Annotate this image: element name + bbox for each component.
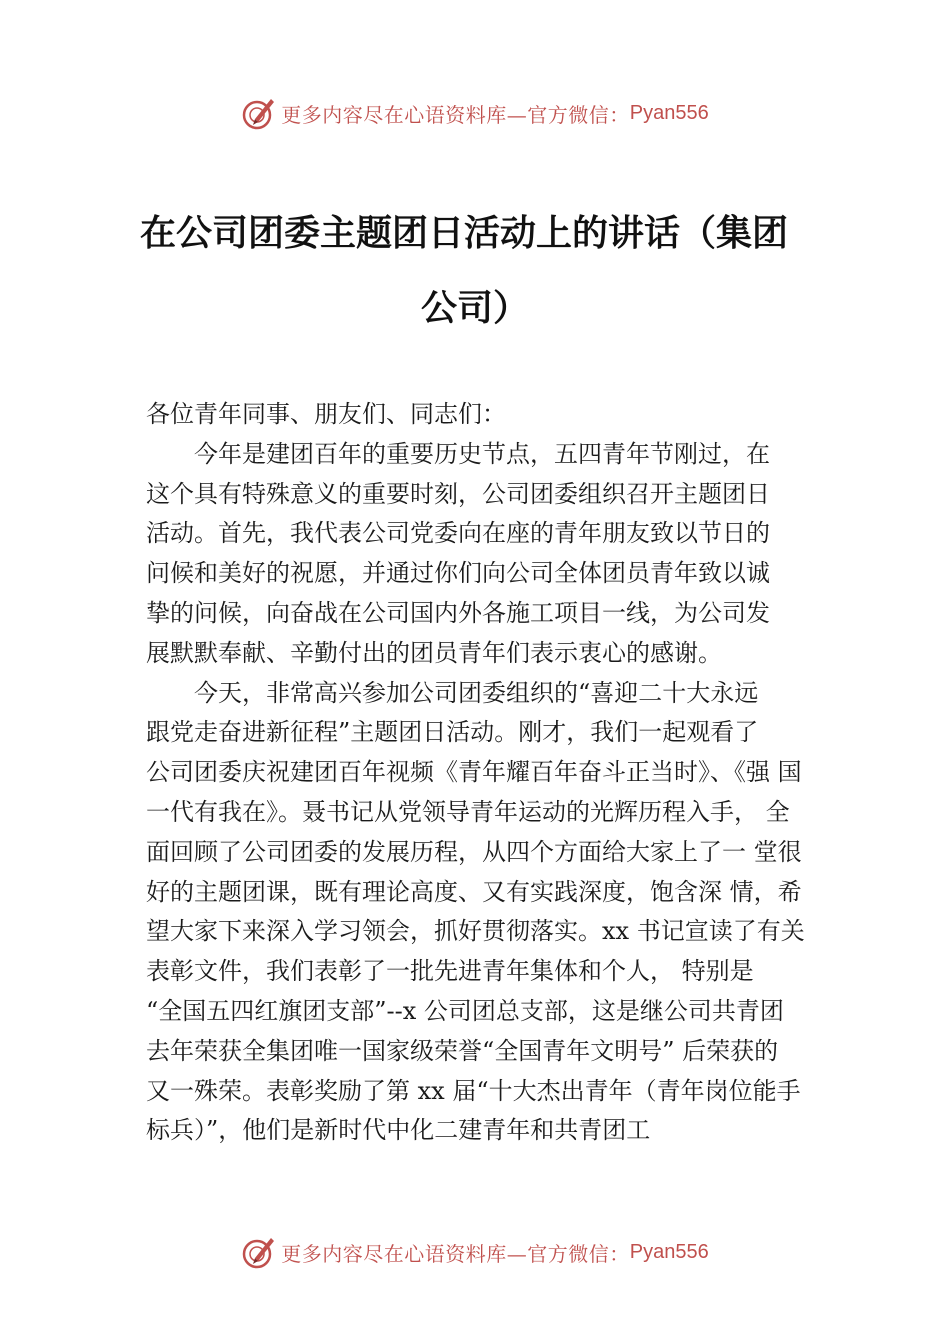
document-title: 在公司团委主题团日活动上的讲话（集团 bbox=[140, 212, 789, 254]
paragraph-line: 望大家下来深入学习领会，抓好贯彻落实。xx 书记宣读了有关 bbox=[146, 917, 805, 946]
paragraph-line: 标兵）”，他们是新时代中化二建青年和共青团工 bbox=[146, 1116, 651, 1145]
paragraph-line: 活动。首先，我代表公司党委向在座的青年朋友致以节日的 bbox=[146, 519, 770, 548]
paragraph-line: 去年荣获全集团唯一国家级荣誉“全国青年文明号” 后荣获的 bbox=[146, 1036, 779, 1065]
wechat-id: Pyan556 bbox=[629, 101, 709, 124]
paragraph-line: 一代有我在》。聂书记从党领导青年运动的光辉历程入手， 全 bbox=[146, 797, 790, 826]
paragraph-line: 这个具有特殊意义的重要时刻，公司团委组织召开主题团日 bbox=[146, 479, 770, 508]
paragraph-line: 好的主题团课，既有理论高度、又有实践深度，饱含深 情，希 bbox=[146, 877, 802, 906]
document-body bbox=[146, 395, 836, 1151]
paragraph-line: 跟党走奋进新征程”主题团日活动。刚才，我们一起观看了 bbox=[146, 718, 759, 747]
document-title-continued: 公司） bbox=[420, 287, 529, 329]
paragraph-line: 面回顾了公司团委的发展历程，从四个方面给大家上了一 堂很 bbox=[146, 837, 802, 866]
footer-banner bbox=[0, 1232, 950, 1272]
paragraph-line: 挚的问候，向奋战在公司国内外各施工项目一线，为公司发 bbox=[146, 598, 770, 627]
salutation: 各位青年同事、朋友们、同志们： bbox=[146, 400, 506, 428]
paragraph-line: 展默默奉献、辛勤付出的团员青年们表示衷心的感谢。 bbox=[146, 638, 722, 667]
wechat-id: Pyan556 bbox=[629, 1240, 709, 1263]
paragraph-line: 又一殊荣。表彰奖励了第 xx 届“十大杰出青年（青年岗位能手 bbox=[146, 1076, 801, 1105]
header-banner bbox=[0, 93, 950, 133]
paragraph-line: 表彰文件，我们表彰了一批先进青年集体和个人， 特别是 bbox=[146, 957, 754, 986]
paragraph-line: 今年是建团百年的重要历史节点，五四青年节刚过，在 bbox=[194, 439, 770, 468]
paragraph-line: “全国五四红旗团支部”--x 公司团总支部，这是继公司共青团 bbox=[146, 996, 784, 1025]
banner-text: 更多内容尽在心语资料库—官方微信： bbox=[281, 102, 630, 127]
paragraph-line: 问候和美好的祝愿，并通过你们向公司全体团员青年致以诚 bbox=[146, 559, 770, 588]
pen-logo-icon bbox=[241, 1234, 277, 1270]
banner-text: 更多内容尽在心语资料库—官方微信： bbox=[281, 1241, 630, 1266]
pen-logo-icon bbox=[241, 95, 277, 131]
paragraph-line: 公司团委庆祝建团百年视频《青年耀百年奋斗正当时》、《强 国 bbox=[146, 758, 802, 787]
paragraph-line: 今天，非常高兴参加公司团委组织的“喜迎二十大永远 bbox=[194, 678, 759, 707]
